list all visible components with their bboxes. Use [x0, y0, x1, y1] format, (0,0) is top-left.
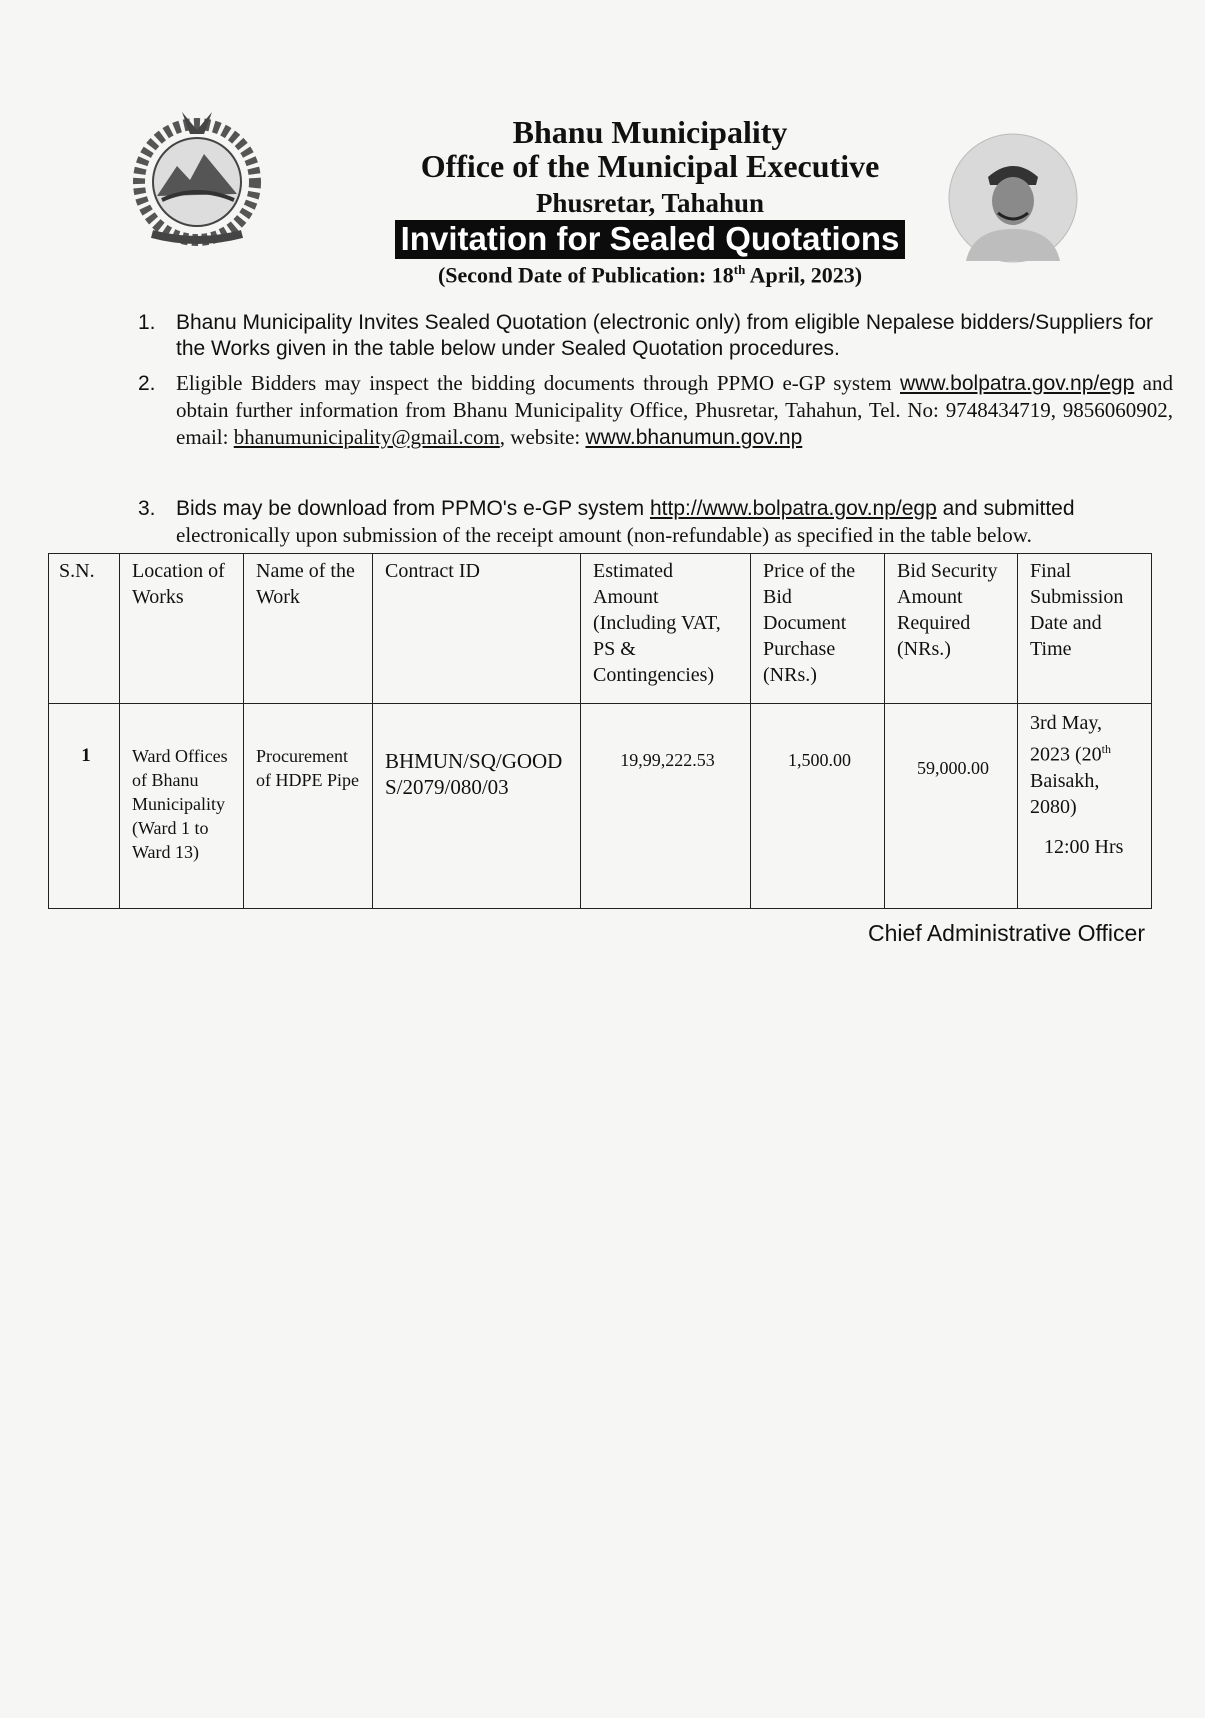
header-contract: Contract ID	[373, 554, 581, 704]
title-banner: Invitation for Sealed Quotations	[395, 220, 906, 259]
text-segment: , website:	[499, 425, 586, 449]
date-sup: th	[1101, 742, 1112, 756]
quotation-table	[48, 553, 1152, 909]
time-text: 12:00 Hrs	[1044, 835, 1124, 858]
cell-bid-security: 59,000.00	[885, 704, 1018, 909]
bolpatra-link[interactable]: http://www.bolpatra.gov.np/egp	[649, 497, 937, 520]
table-header-row	[49, 554, 1152, 704]
paragraph-number: 1.	[138, 311, 156, 334]
cell-contract: BHMUN/SQ/GOODS/2079/080/03	[373, 704, 581, 909]
municipality-name: Bhanu Municipality	[512, 114, 788, 150]
paragraph-number: 3.	[138, 497, 156, 520]
cell-sn: 1	[49, 704, 120, 909]
paragraph-3	[138, 495, 1173, 549]
header-name: Name of the Work	[244, 554, 373, 704]
date-text: 3rd May, 2023 (20	[1030, 712, 1103, 766]
cell-amount: 19,99,222.53	[581, 704, 751, 909]
cell-location: Ward Offices of Bhanu Municipality (Ward 1 to Ward 13)	[120, 704, 244, 909]
egp-link[interactable]: www.bolpatra.gov.np/egp	[900, 372, 1135, 395]
nepal-emblem-icon	[122, 104, 272, 249]
paragraph-text	[176, 370, 1173, 451]
date-text: Baisakh, 2080)	[1030, 769, 1100, 818]
website-link[interactable]: www.bhanumun.gov.np	[585, 426, 803, 449]
header-bid-security: Bid Security Amount Required (NRs.)	[885, 554, 1018, 704]
paragraph-text	[176, 495, 1173, 549]
cell-name: Procurement of HDPE Pipe	[244, 704, 373, 909]
text-segment: Eligible Bidders may inspect the bidding documents through PPMO e-GP system	[176, 371, 900, 395]
pub-sup: th	[733, 262, 746, 277]
pub-prefix: (Second Date of Publication: 18	[437, 262, 734, 288]
signature-title: Chief Administrative Officer	[868, 920, 1145, 946]
pub-suffix: April, 2023)	[745, 262, 863, 288]
header-final: Final Submission Date and Time	[1018, 554, 1152, 704]
header-price: Price of the Bid Document Purchase (NRs.)	[751, 554, 885, 704]
table-row	[49, 704, 1152, 909]
cell-final	[1018, 704, 1152, 909]
office-address: Phusretar, Tahahun	[535, 188, 765, 218]
text-segment: Bids may be download from PPMO's e-GP system	[176, 497, 650, 520]
email-link[interactable]: bhanumunicipality@gmail.com	[233, 425, 500, 449]
header-amount: Estimated Amount (Including VAT, PS & Contingencies)	[581, 554, 751, 704]
paragraph-2	[138, 370, 1173, 451]
office-name: Office of the Municipal Executive	[420, 148, 880, 184]
paragraph-1	[138, 310, 1173, 362]
text-segment: and submitted	[936, 497, 1075, 520]
publication-date	[330, 262, 970, 288]
paragraph-number: 2.	[138, 372, 156, 395]
text-segment: electronically upon submission of the receipt amount (non-refundable) as specified in the table below.	[176, 523, 1032, 547]
header-sn: S.N.	[49, 554, 120, 704]
title-banner-wrap	[330, 220, 970, 259]
header-location: Location of Works	[120, 554, 244, 704]
cell-price: 1,500.00	[751, 704, 885, 909]
paragraph-text: Bhanu Municipality Invites Sealed Quotation (electronic only) from eligible Nepalese bidders/Suppliers for the Works given in the table below under Sealed Quotation procedures.	[176, 311, 1154, 360]
text-segment: and obtain further information from Bhanu Municipality Office, Phusretar, Tahahun, Tel. No: 9748434719, 9856060902, email:	[176, 371, 1173, 449]
